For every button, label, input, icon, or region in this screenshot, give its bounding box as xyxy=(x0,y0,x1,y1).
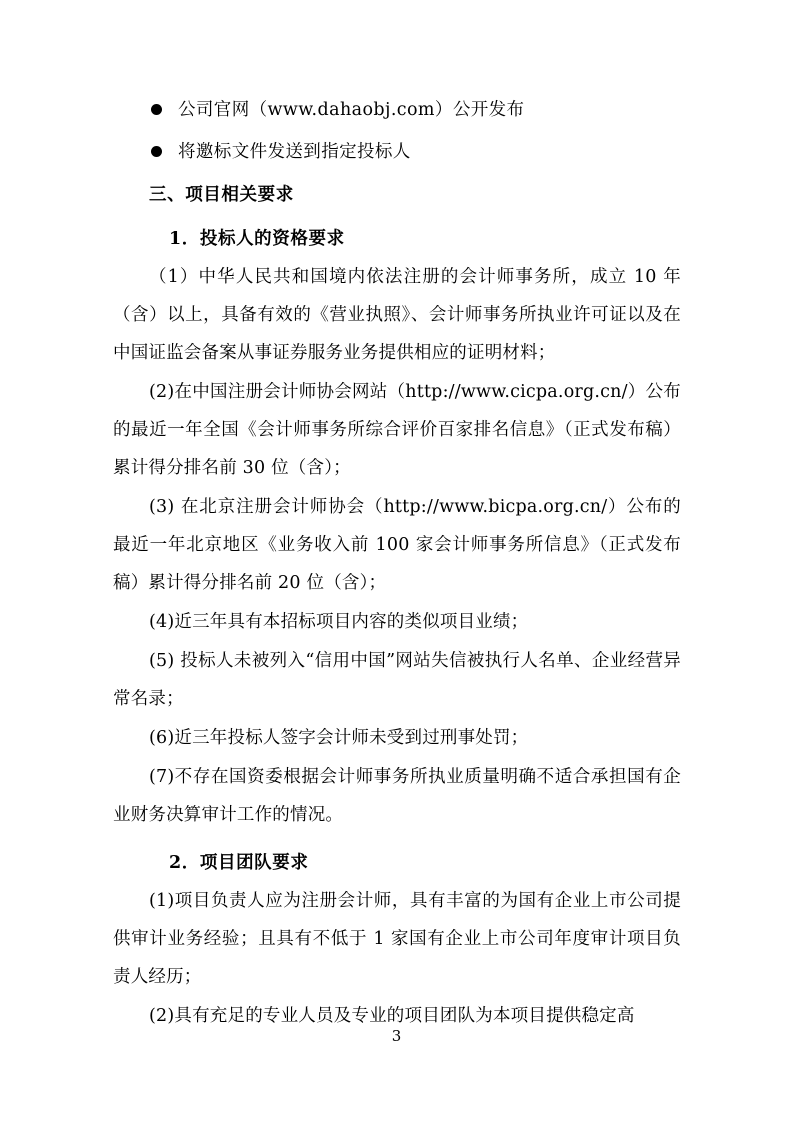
paragraph: (2)具有充足的专业人员及专业的项目团队为本项目提供稳定高 xyxy=(149,1006,635,1026)
list-item xyxy=(113,138,681,166)
paragraph: (4)近三年具有本招标项目内容的类似项目业绩； xyxy=(149,612,529,632)
bullet-dot-icon xyxy=(151,104,162,115)
paragraph: （1）中华人民共和国境内依法注册的会计师事务所，成立 10 年（含）以上，具备有效的《营业执照》、会计师事务所执业许可证以及在中国证监会备案从事证券服务业务提供相应的证明材料； xyxy=(113,267,681,363)
document-content xyxy=(113,96,681,1035)
section-heading: 三、项目相关要求 xyxy=(149,185,294,205)
paragraph: (5) 投标人未被列入“信用中国”网站失信被执行人名单、企业经营异常名录； xyxy=(113,651,681,709)
paragraph: (1)项目负责人应为注册会计师，具有丰富的为国有企业上市公司提供审计业务经验；且具有不低于 1 家国有企业上市公司年度审计项目负责人经历； xyxy=(113,891,681,987)
page-number: 3 xyxy=(391,1027,402,1045)
paragraph: (7)不存在国资委根据会计师事务所执业质量明确不适合承担国有企业财务决算审计工作的情况。 xyxy=(113,767,681,825)
list-item xyxy=(113,96,681,124)
list-item-label: 将邀标文件发送到指定投标人 xyxy=(178,142,411,162)
bullet-dot-icon xyxy=(151,146,162,157)
paragraph: (2)在中国注册会计师协会网站（http://www.cicpa.org.cn/）公布的最近一年全国《会计师事务所综合评价百家排名信息》（正式发布稿）累计得分排名前 30 位（含）； xyxy=(113,382,681,478)
subsection-heading-team: 2．项目团队要求 xyxy=(169,853,309,873)
subsection-heading-qualification: 1．投标人的资格要求 xyxy=(169,229,345,249)
paragraph: (3) 在北京注册会计师协会（http://www.bicpa.org.cn/）公布的最近一年北京地区《业务收入前 100 家会计师事务所信息》（正式发布稿）累计得分排名前 20 位（含）； xyxy=(113,497,681,593)
list-item-label: 公司官网（www.dahaobj.com）公开发布 xyxy=(178,100,525,120)
paragraph: (6)近三年投标人签字会计师未受到过刑事处罚； xyxy=(149,728,529,748)
